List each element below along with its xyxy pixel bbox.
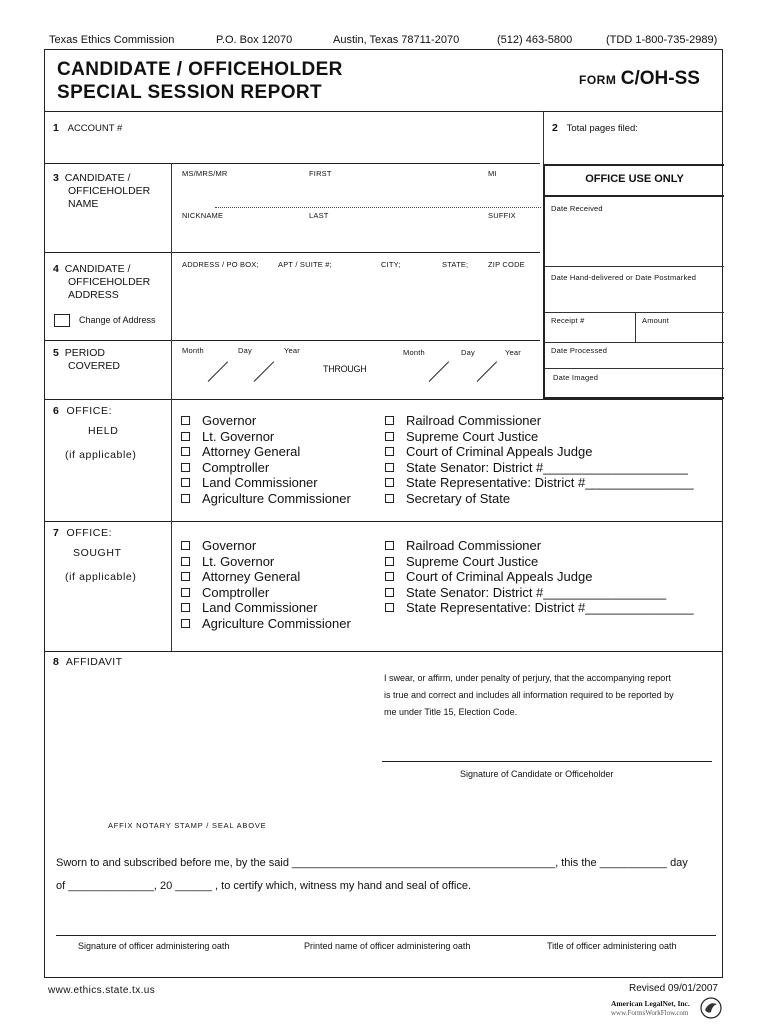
revised-date: Revised 09/01/2007 (629, 983, 718, 994)
office-sought-option[interactable]: Land Commissioner (181, 600, 351, 616)
start-day-label: Day (238, 346, 252, 355)
dotted-separator (215, 207, 541, 208)
publisher-url: www.FormsWorkFlow.com (611, 1009, 689, 1017)
checkbox-icon[interactable] (181, 447, 190, 456)
checkbox-icon[interactable] (385, 447, 394, 456)
header-org: Texas Ethics Commission (49, 34, 175, 46)
oath-statement: I swear, or affirm, under penalty of perjury, that the accompanying report is true and correct and includes all information required to be reported by me under Title 15, Election Code. (384, 673, 674, 717)
checkbox-icon[interactable] (385, 572, 394, 581)
checkbox-icon[interactable] (385, 432, 394, 441)
divider (45, 163, 540, 164)
office-sought-left-list (181, 538, 351, 631)
office-sought-option[interactable]: Comptroller (181, 585, 351, 601)
label-column-divider (171, 399, 172, 651)
header-tdd: (TDD 1-800-735-2989) (606, 34, 718, 46)
change-of-address-checkbox[interactable] (54, 314, 70, 327)
address-input[interactable] (177, 271, 539, 335)
form-title-line1: CANDIDATE / OFFICEHOLDER (57, 59, 343, 80)
officer-title-label: Title of officer administering oath (547, 941, 677, 951)
section-6-label: 6 OFFICE: HELD (if applicable) (53, 405, 137, 461)
office-held-option[interactable]: Lt. Governor (181, 429, 351, 445)
office-held-option[interactable]: Supreme Court Justice (385, 429, 694, 445)
checkbox-icon[interactable] (385, 541, 394, 550)
checkbox-icon[interactable] (181, 541, 190, 550)
office-held-option[interactable]: Comptroller (181, 460, 351, 476)
through-label: THROUGH (323, 364, 367, 374)
form-prefix: FORM (579, 73, 617, 87)
office-sought-option[interactable]: Lt. Governor (181, 554, 351, 570)
section-2-label: 2 Total pages filed: (552, 122, 638, 134)
field-label-address: ADDRESS / PO BOX; (182, 260, 259, 269)
divider (45, 340, 540, 341)
field-label-state: STATE; (442, 260, 469, 269)
nickname-input[interactable] (177, 222, 539, 248)
end-month-label: Month (403, 348, 425, 357)
amount-label: Amount (642, 316, 670, 325)
form-number: C/OH-SS (620, 68, 700, 89)
field-label-suffix: SUFFIX (488, 211, 516, 220)
officer-signature-line[interactable] (56, 935, 716, 936)
divider (45, 252, 540, 253)
office-sought-option[interactable]: State Senator: District #_________________ (385, 585, 694, 601)
office-held-option[interactable]: Railroad Commissioner (385, 413, 694, 429)
checkbox-icon[interactable] (181, 463, 190, 472)
field-label-mi: MI (488, 169, 497, 178)
name-input[interactable] (177, 180, 539, 204)
certify-statement: of ______________, 20 ______ , to certify which, witness my hand and seal of office. (56, 880, 472, 892)
checkbox-icon[interactable] (181, 588, 190, 597)
sworn-statement: Sworn to and subscribed before me, by the said ___________________________________________, this the ___________ day (56, 857, 688, 869)
section-5-label: 5 PERIOD COVERED (53, 347, 120, 372)
section-4-label: 4 CANDIDATE / OFFICEHOLDER ADDRESS (53, 263, 151, 301)
start-month-label: Month (182, 346, 204, 355)
period-start-input[interactable] (180, 358, 320, 388)
field-label-last: LAST (309, 211, 329, 220)
office-sought-option[interactable]: Railroad Commissioner (385, 538, 694, 554)
checkbox-icon[interactable] (385, 557, 394, 566)
checkbox-icon[interactable] (181, 416, 190, 425)
checkbox-icon[interactable] (385, 416, 394, 425)
date-imaged-label: Date Imaged (553, 373, 599, 382)
officer-printed-name-label: Printed name of officer administering oath (304, 941, 471, 951)
office-sought-option[interactable]: Court of Criminal Appeals Judge (385, 569, 694, 585)
checkbox-icon[interactable] (385, 478, 394, 487)
receipt-label: Receipt # (551, 316, 585, 325)
field-label-nickname: NICKNAME (182, 211, 224, 220)
office-held-right-list (385, 413, 694, 506)
date-processed-label: Date Processed (551, 346, 608, 355)
field-label-prefix: MS/MRS/MR (182, 169, 228, 178)
office-held-option[interactable]: Secretary of State (385, 491, 694, 507)
officer-signature-label: Signature of officer administering oath (78, 941, 230, 951)
office-held-option[interactable]: Court of Criminal Appeals Judge (385, 444, 694, 460)
office-held-option[interactable]: Attorney General (181, 444, 351, 460)
label-column-divider (171, 163, 172, 399)
header-pobox: P.O. Box 12070 (216, 34, 293, 46)
checkbox-icon[interactable] (181, 603, 190, 612)
section-8-label: 8 AFFIDAVIT (53, 656, 123, 668)
field-label-apt: APT / SUITE #; (278, 260, 332, 269)
office-held-option[interactable]: Land Commissioner (181, 475, 351, 491)
checkbox-icon[interactable] (181, 572, 190, 581)
date-hand-delivered-label: Date Hand-delivered or Date Postmarked (551, 273, 697, 282)
office-held-option[interactable]: Agriculture Commissioner (181, 491, 351, 507)
start-year-label: Year (284, 346, 300, 355)
divider (45, 521, 722, 522)
website-link[interactable]: www.ethics.state.tx.us (48, 985, 156, 996)
section-7-label: 7 OFFICE: SOUGHT (if applicable) (53, 527, 137, 583)
office-held-left-list (181, 413, 351, 506)
field-label-first: FIRST (309, 169, 332, 178)
section-1-label: 1 ACCOUNT # (53, 122, 123, 134)
checkbox-icon[interactable] (385, 588, 394, 597)
notary-stamp-label: AFFIX NOTARY STAMP / SEAL ABOVE (108, 821, 267, 830)
header-phone: (512) 463-5800 (497, 34, 573, 46)
account-divider (543, 111, 544, 164)
checkbox-icon[interactable] (385, 463, 394, 472)
change-of-address-label: Change of Address (79, 315, 156, 325)
account-number-field[interactable] (175, 116, 539, 158)
form-title-line2: SPECIAL SESSION REPORT (57, 82, 323, 103)
office-held-option[interactable]: State Senator: District #____________________ (385, 460, 694, 476)
office-use-title: OFFICE USE ONLY (585, 173, 684, 185)
field-label-zip: ZIP CODE (488, 260, 525, 269)
candidate-signature-line[interactable] (382, 761, 712, 762)
checkbox-icon[interactable] (181, 557, 190, 566)
office-sought-option[interactable]: Agriculture Commissioner (181, 616, 351, 632)
publisher-logo-icon (700, 997, 722, 1019)
field-label-city: CITY; (381, 260, 401, 269)
checkbox-icon[interactable] (181, 432, 190, 441)
divider (45, 651, 722, 652)
date-received-label: Date Received (551, 204, 603, 213)
office-sought-option[interactable]: Supreme Court Justice (385, 554, 694, 570)
checkbox-icon[interactable] (181, 619, 190, 628)
office-held-option[interactable]: State Representative: District #_______________ (385, 475, 694, 491)
form-code (579, 68, 700, 90)
publisher-name: American LegalNet, Inc. (611, 999, 690, 1008)
divider (45, 111, 722, 112)
header-city: Austin, Texas 78711-2070 (333, 34, 460, 46)
period-end-input[interactable] (400, 358, 540, 388)
checkbox-icon[interactable] (181, 478, 190, 487)
office-held-option[interactable]: Governor (181, 413, 351, 429)
candidate-signature-label: Signature of Candidate or Officeholder (460, 769, 614, 779)
divider (45, 399, 722, 400)
end-day-label: Day (461, 348, 475, 357)
checkbox-icon[interactable] (181, 494, 190, 503)
report-form (44, 49, 723, 978)
section-3-label: 3 CANDIDATE / OFFICEHOLDER NAME (53, 172, 151, 210)
office-sought-option[interactable]: Governor (181, 538, 351, 554)
office-sought-right-list (385, 538, 694, 616)
office-use-only-box (543, 164, 724, 399)
end-year-label: Year (505, 348, 521, 357)
checkbox-icon[interactable] (385, 494, 394, 503)
office-sought-option[interactable]: State Representative: District #_______________ (385, 600, 694, 616)
office-sought-option[interactable]: Attorney General (181, 569, 351, 585)
total-pages-field[interactable] (649, 118, 719, 156)
checkbox-icon[interactable] (385, 603, 394, 612)
